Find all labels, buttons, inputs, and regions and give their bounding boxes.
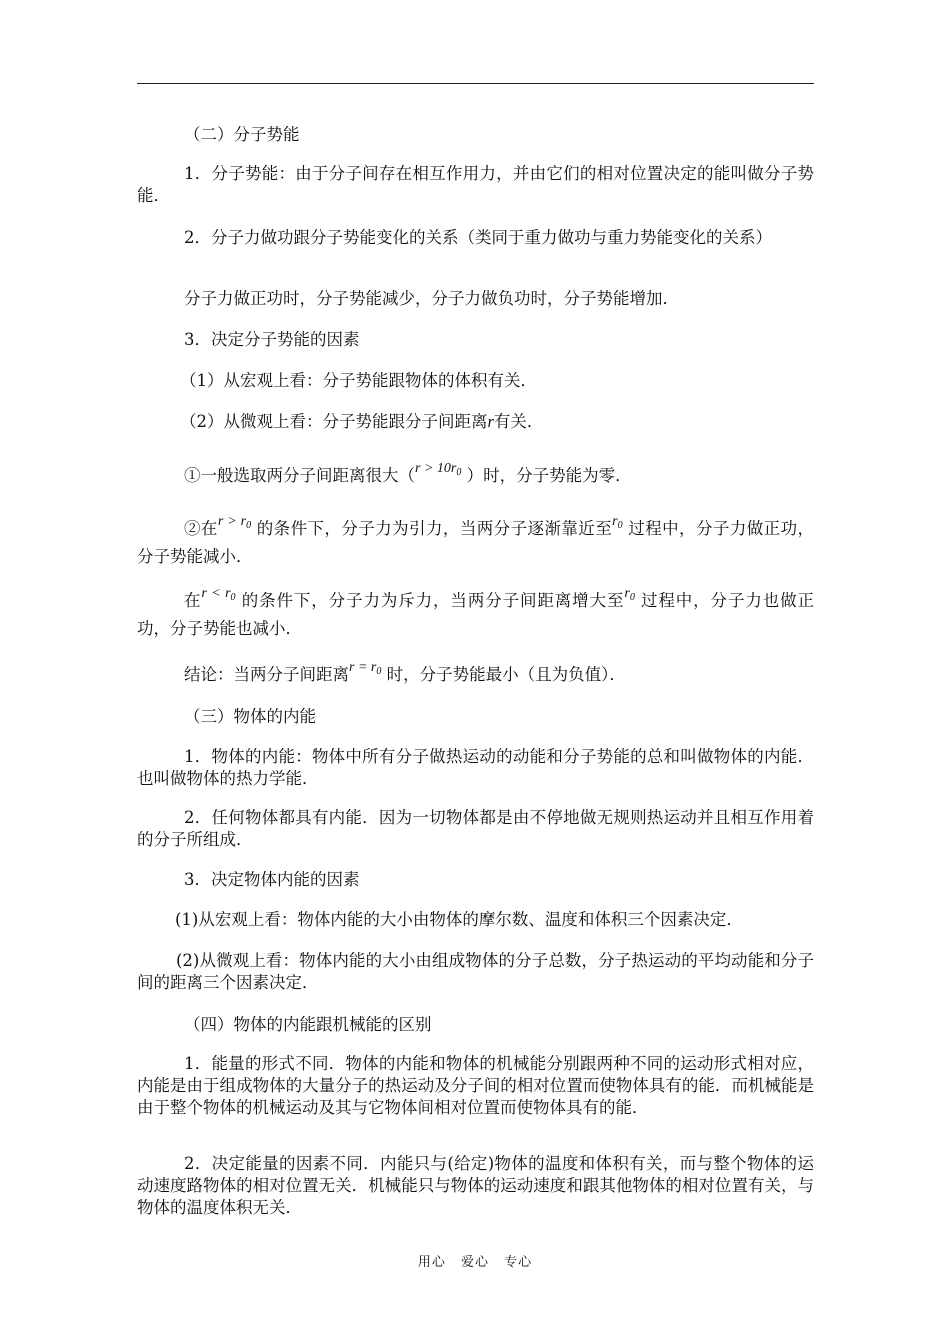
micro-post: 有关． — [493, 412, 544, 431]
section-2-micro — [180, 411, 814, 433]
c3-formula-2 — [624, 586, 634, 601]
micro-pre: （2）从微观上看：分子势能跟分子间距离 — [180, 412, 488, 431]
section-3-item-1: 1．物体的内能：物体中所有分子做热运动的动能和分子势能的总和叫做物体的内能．也叫做物体的热力学能． — [137, 747, 814, 788]
c1-sub: 0 — [456, 467, 462, 478]
c1-post: ）时，分子势能为零． — [466, 466, 632, 485]
c3-math: r < r — [201, 586, 231, 601]
condition-2 — [137, 514, 815, 568]
section-3-macro: (1)从宏观上看：物体内能的大小由物体的摩尔数、温度和体积三个因素决定． — [175, 910, 743, 929]
section-2-item-1: 1．分子势能：由于分子间存在相互作用力，并由它们的相对位置决定的能叫做分子势能． — [137, 164, 814, 205]
section-3-title: （三）物体的内能 — [184, 707, 316, 726]
c3-sub: 0 — [230, 592, 236, 603]
c2-formula — [218, 514, 251, 529]
c3-pre: 在 — [184, 591, 202, 610]
section-2-item-2: 2．分子力做功跟分子势能变化的关系（类同于重力做功与重力势能变化的关系） — [184, 228, 772, 247]
concl-sub: 0 — [376, 666, 382, 677]
page-footer: 用心 爱心 专心 — [417, 1255, 533, 1270]
section-3-item-3: 3．决定物体内能的因素 — [184, 870, 360, 889]
section-2-item-2-detail: 分子力做正功时，分子势能减少，分子力做负功时，分子势能增加． — [184, 289, 679, 308]
c3-sub-2: 0 — [629, 592, 635, 603]
micro-var: r — [487, 412, 494, 431]
c2-mid: 的条件下，分子力为引力，当两分子逐渐靠近至 — [256, 519, 613, 538]
condition-1 — [184, 461, 814, 493]
c1-formula — [415, 461, 461, 476]
c2-sub-2: 0 — [617, 520, 623, 531]
conclusion — [184, 660, 814, 692]
concl-math: r = r — [349, 660, 377, 675]
section-2-macro: （1）从宏观上看：分子势能跟物体的体积有关． — [180, 371, 537, 390]
condition-3 — [137, 586, 815, 640]
section-4-item-2: 2．决定能量的因素不同．内能只与(给定)物体的温度和体积有关，而与整个物体的运动速度路物体的相对位置无关．机械能只与物体的运动速度和跟其他物体的相对位置有关，与物体的温度体积无关． — [137, 1154, 814, 1217]
section-4-title: （四）物体的内能跟机械能的区别 — [184, 1015, 432, 1034]
section-2-item-3: 3．决定分子势能的因素 — [184, 330, 360, 349]
c2-pre: ②在 — [184, 519, 218, 538]
concl-post: 时，分子势能最小（且为负值）． — [386, 665, 626, 684]
section-2-title: （二）分子势能 — [184, 125, 300, 144]
c2-post: 过程中，分子力做正功，分子势能减小． — [137, 519, 815, 566]
concl-formula — [349, 660, 381, 675]
c1-math: r > 10r — [415, 461, 457, 476]
concl-pre: 结论：当两分子间距离 — [184, 665, 349, 684]
c1-pre: ①一般选取两分子间距离很大（ — [184, 466, 415, 485]
c2-sub: 0 — [246, 520, 252, 531]
section-3-item-2: 2．任何物体都具有内能．因为一切物体都是由不停地做无规则热运动并且相互作用着的分子所组成． — [137, 808, 814, 849]
section-3-micro: (2)从微观上看：物体内能的大小由组成物体的分子总数，分子热运动的平均动能和分子间的距离三个因素决定． — [137, 951, 814, 992]
c3-math-2: r — [624, 586, 630, 601]
c2-formula-2 — [612, 514, 622, 529]
c3-post: 过程中，分子力也做正功，分子势能也减小． — [137, 591, 815, 638]
c2-math: r > r — [217, 514, 247, 529]
c2-math-2: r — [612, 514, 618, 529]
c3-formula — [201, 586, 235, 601]
c3-mid: 的条件下，分子力为斥力，当两分子间距离增大至 — [241, 591, 625, 610]
section-4-item-1: 1．能量的形式不同．物体的内能和物体的机械能分别跟两种不同的运动形式相对应，内能是由于组成物体的大量分子的热运动及分子间的相对位置而使物体具有的能．而机械能是由于整个物体的机械运动及其与它物体间相对位置而使物体具有的能． — [137, 1054, 814, 1117]
header-rule — [137, 83, 814, 84]
